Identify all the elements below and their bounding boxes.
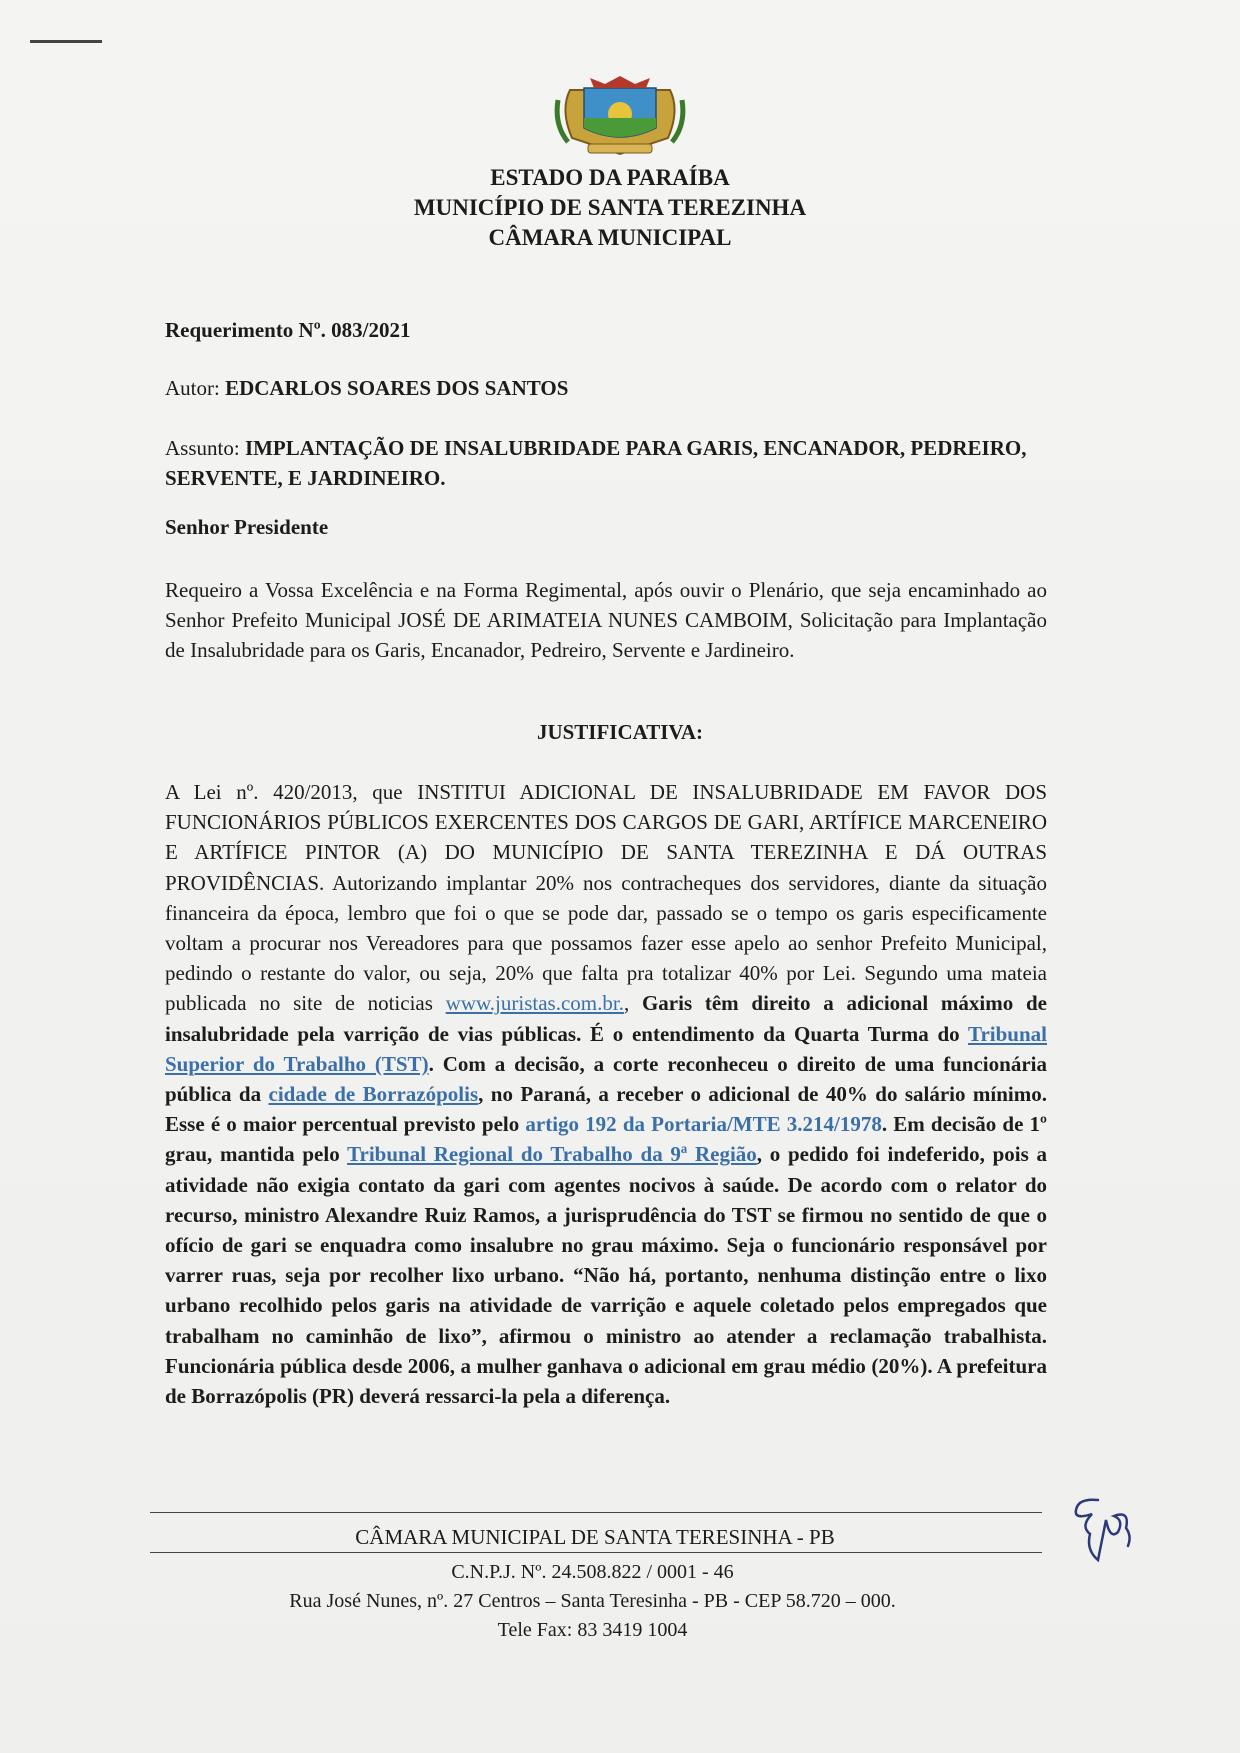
site-link[interactable]: www.juristas.com.br.	[445, 991, 624, 1016]
footer-phone: Tele Fax: 83 3419 1004	[497, 1619, 688, 1641]
bold-text-1: Garis têm direito a adicional máximo de insalubridade pela varrição de vias públicas. É o entendimento da Quarta Turma do	[165, 991, 1047, 1046]
separator: ,	[623, 991, 642, 1016]
document-header	[0, 163, 1220, 253]
artigo-192-link[interactable]: artigo 192 da Portaria/MTE 3.214/1978	[525, 1112, 882, 1137]
bold-text-4: . Em decisão de 1º grau, mantida pelo	[165, 1112, 1047, 1167]
footer-title: CÂMARA MUNICIPAL DE SANTA TERESINHA - PB	[355, 1525, 835, 1549]
justification-text: A Lei nº. 420/2013, que INSTITUI ADICIONAL DE INSALUBRIDADE EM FAVOR DOS FUNCIONÁRIOS PÚBLICOS EXERCENTES DOS CARGOS DE GARI, ARTÍFICE MARCENEIRO E ARTÍFICE PINTOR (A) DO MUNICÍPIO DE SANTA TEREZINHA E DÁ OUTRAS PROVIDÊNCIAS. Autorizando implantar 20% nos contracheques dos servidores, diante da situação financeira da época, lembro que foi o que se pode dar, passado se o tempo os garis especificamente voltam a procurar nos Vereadores para que possamos fazer esse apelo ao senhor Prefeito Municipal, pedindo o restante do valor, ou seja, 20% que falta pra totalizar 40% por Lei. Segundo uma mateia publicada no site de noticias	[165, 780, 1047, 1016]
bold-text-3: , no Paraná, a receber o adicional de 40% do salário mínimo. Esse é o maior percentual previsto pelo	[165, 1082, 1047, 1137]
subject-text: IMPLANTAÇÃO DE INSALUBRIDADE PARA GARIS, ENCANADOR, PEDREIRO, SERVENTE, E JARDINEIRO.	[165, 436, 1027, 490]
footer-address: Rua José Nunes, nº. 27 Centros – Santa Teresinha - PB - CEP 58.720 – 000.	[289, 1590, 896, 1612]
author-line	[165, 373, 1047, 403]
author-name: EDCARLOS SOARES DOS SANTOS	[225, 376, 569, 400]
trt-link[interactable]: Tribunal Regional do Trabalho da 9ª Região	[347, 1142, 757, 1167]
footer-rule-bottom	[150, 1552, 1042, 1553]
salutation: Senhor Presidente	[165, 515, 329, 539]
requerimento-number: Requerimento Nº. 083/2021	[165, 318, 411, 342]
bold-text-2: . Com a decisão, a corte reconheceu o direito de uma funcionária pública da	[165, 1051, 1047, 1107]
justification-paragraph	[165, 777, 1047, 1411]
footer-rule-top	[150, 1512, 1042, 1513]
request-paragraph: Requeiro a Vossa Excelência e na Forma Regimental, após ouvir o Plenário, que seja encaminhado ao Senhor Prefeito Municipal JOSÉ DE ARIMATEIA NUNES CAMBOIM, Solicitação para Implantação de Insalubridade para os Garis, Encanador, Pedreiro, Servente e Jardineiro.	[165, 578, 1047, 662]
header-chamber: CÂMARA MUNICIPAL	[488, 225, 732, 250]
borrazopolis-link[interactable]: cidade de Borrazópolis	[268, 1082, 479, 1107]
tst-link[interactable]: Tribunal Superior do Trabalho (TST)	[165, 1021, 1047, 1076]
bold-text-5: , o pedido foi indeferido, pois a atividade não exigia contato da gari com agentes nocivos à saúde. De acordo com o relator do recurso, ministro Alexandre Ruiz Ramos, a jurisprudência do TST se firmou no sentido de que o ofício de gari se enquadra como insalubre no grau máximo. Seja o funcionário responsável por varrer ruas, seja por recolher lixo urbano. “Não há, portanto, nenhuma distinção entre o lixo urbano recolhido pelos garis na atividade de varrição e aquele coletado pelos empregados que trabalham no caminhão de lixo”, afirmou o ministro ao atender a reclamação trabalhista. Funcionária pública desde 2006, a mulher ganhava o adicional em grau médio (20%). A prefeitura de Borrazópolis (PR) deverá ressarci-la pela a diferença.	[165, 1142, 1047, 1409]
subject-label: Assunto:	[165, 436, 245, 460]
header-state: ESTADO DA PARAÍBA	[490, 165, 730, 190]
subject-line	[165, 433, 1047, 493]
justification-title: JUSTIFICATIVA:	[536, 720, 704, 744]
footer-cnpj: C.N.P.J. Nº. 24.508.822 / 0001 - 46	[451, 1561, 734, 1583]
corner-mark	[30, 40, 102, 43]
author-label: Autor:	[165, 376, 226, 400]
header-municipality: MUNICÍPIO DE SANTA TEREZINHA	[413, 195, 807, 220]
signature-icon	[1068, 1490, 1138, 1570]
municipal-crest-icon	[550, 70, 690, 160]
